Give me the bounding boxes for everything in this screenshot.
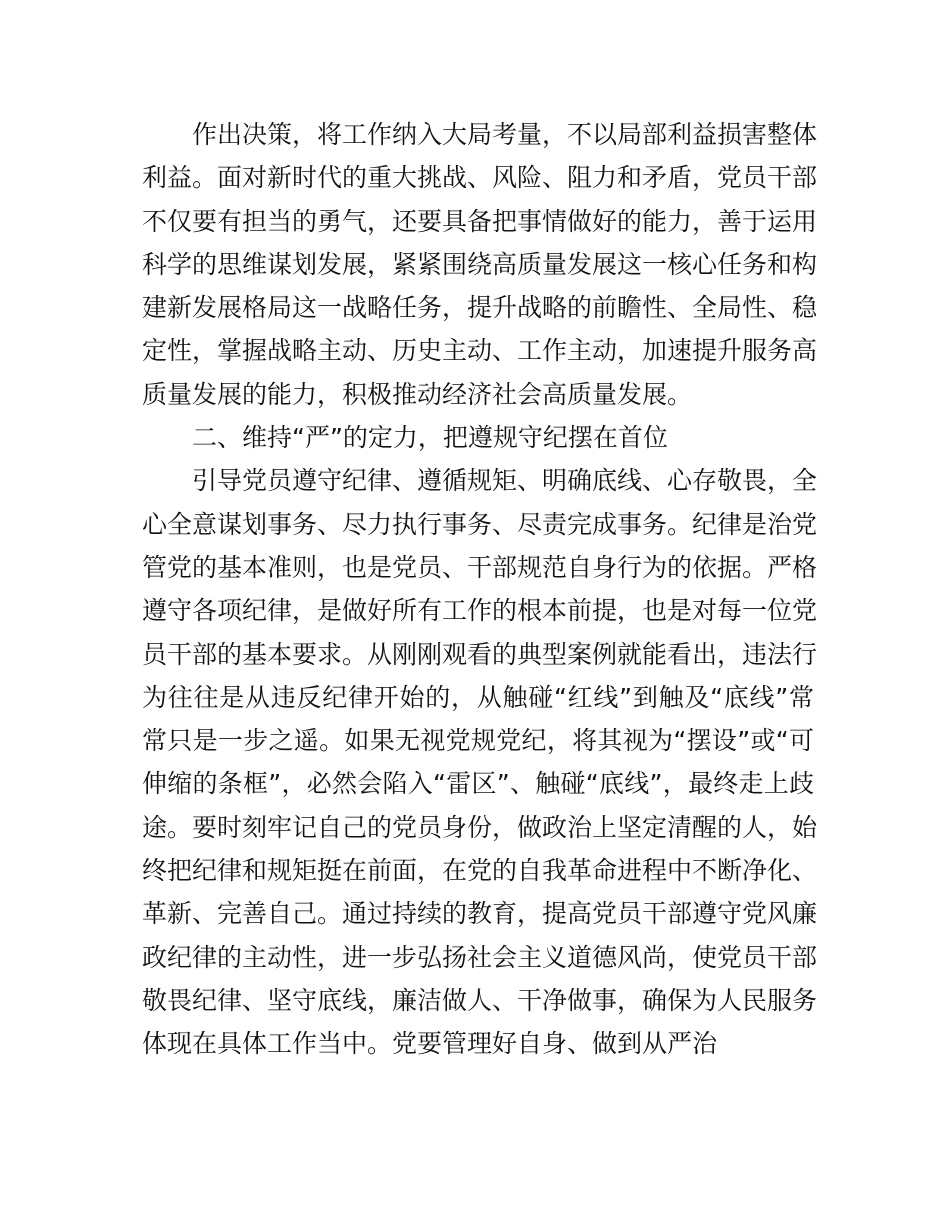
- text-line: 员干部的基本要求。从刚刚观看的典型案例就能看出，违法行: [142, 639, 818, 669]
- text-line: 心全意谋划事务、尽力执行事务、尽责完成事务。纪律是治党: [142, 509, 818, 539]
- text-line: 遵守各项纪律，是做好所有工作的根本前提，也是对每一位党: [142, 596, 818, 626]
- text-line: 科学的思维谋划发展，紧紧围绕高质量发展这一核心任务和构: [142, 249, 818, 279]
- text-line: 作出决策，将工作纳入大局考量，不以局部利益损害整体: [192, 120, 818, 149]
- text-line: 不仅要有担当的勇气，还要具备把事情做好的能力，善于运用: [142, 206, 818, 236]
- text-line: 管党的基本准则，也是党员、干部规范自身行为的依据。严格: [142, 552, 818, 582]
- text-line: 伸缩的条框”，必然会陷入“雷区”、触碰“底线”，最终走上歧: [142, 769, 814, 799]
- text-line: 常只是一步之遥。如果无视党规党纪，将其视为“摆设”或“可: [142, 726, 814, 756]
- text-line: 终把纪律和规矩挺在前面，在党的自我革命进程中不断净化、: [142, 856, 818, 886]
- text-line: 定性，掌握战略主动、历史主动、工作主动，加速提升服务高: [142, 336, 818, 366]
- text-line: 利益。面对新时代的重大挑战、风险、阻力和矛盾，党员干部: [142, 163, 818, 193]
- text-line: 体现在具体工作当中。党要管理好自身、做到从严治: [142, 1029, 718, 1059]
- section-heading: [142, 416, 814, 459]
- text-line: 建新发展格局这一战略任务，提升战略的前瞻性、全局性、稳: [142, 293, 818, 323]
- heading-text: 二、维持“严”的定力，把遵规守纪摆在首位: [192, 423, 668, 453]
- text-line: 引导党员遵守纪律、遵循规矩、明确底线、心存敬畏，全: [192, 466, 818, 496]
- paragraph-decision-making: [142, 113, 818, 416]
- text-line: 途。要时刻牢记自己的党员身份，做政治上坚定清醒的人，始: [142, 812, 818, 842]
- text-line: 为往往是从违反纪律开始的，从触碰“红线”到触及“底线”常: [142, 682, 814, 712]
- document-body: [142, 113, 818, 1066]
- text-line: 革新、完善自己。通过持续的教育，提高党员干部遵守党风廉: [142, 899, 818, 929]
- text-line: 质量发展的能力，积极推动经济社会高质量发展。: [142, 379, 693, 409]
- paragraph-discipline: [142, 459, 818, 1065]
- text-line: 敬畏纪律、坚守底线，廉洁做人、干净做事，确保为人民服务: [142, 985, 818, 1015]
- text-line: 政纪律的主动性，进一步弘扬社会主义道德风尚，使党员干部: [142, 942, 818, 972]
